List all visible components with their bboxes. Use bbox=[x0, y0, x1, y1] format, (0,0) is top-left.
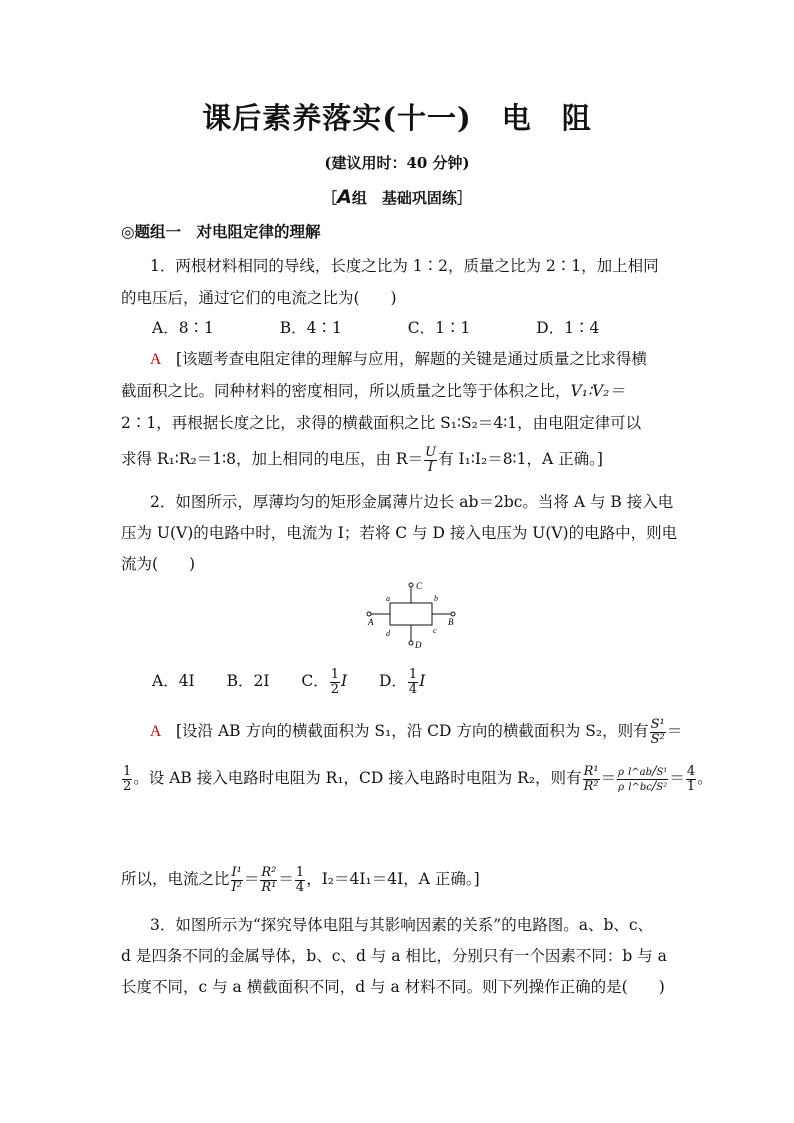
group-text: 组 基础巩固练 bbox=[351, 189, 457, 207]
q1-line1: 1．两根材料相同的导线，长度之比为 1∶2，质量之比为 2∶1，加上相同 bbox=[150, 257, 659, 275]
q2-option-d-fraction bbox=[408, 668, 418, 696]
q2-explanation-line1 bbox=[150, 718, 682, 746]
q1-frac-den: I bbox=[428, 459, 434, 475]
q2-res-den: 1 bbox=[686, 778, 696, 794]
q1-exp2-text: 截面积之比。同种材料的密度相同，所以质量之比等于体积之比， bbox=[121, 382, 571, 400]
q2-exp3b: ，I₂＝4I₁＝4I，A 正确。] bbox=[306, 870, 480, 889]
q1-answer: A bbox=[150, 351, 162, 368]
l-ab: l^ab bbox=[628, 767, 653, 778]
q2-options bbox=[152, 668, 425, 696]
q2-d-num: 1 bbox=[408, 667, 418, 682]
q3-line3: 长度不同，c 与 a 横截面积不同，d 与 a 材料不同。则下列操作正确的是( ) bbox=[121, 978, 665, 996]
q2-i-den: I² bbox=[231, 879, 242, 895]
q2-rho-bottom: ρ l^bc/S² bbox=[618, 778, 668, 794]
q2-line3: 流为( ) bbox=[121, 555, 196, 573]
rho-2: ρ bbox=[618, 781, 625, 793]
terminal-A bbox=[367, 612, 371, 616]
group-label: ［A组 基础巩固练］ bbox=[322, 186, 472, 208]
l-bc: l^bc bbox=[628, 781, 652, 793]
q2-half-den: 2 bbox=[123, 778, 132, 794]
q1-option-b: B．4∶1 bbox=[279, 319, 342, 337]
q2-rinv-den: R¹ bbox=[261, 879, 277, 895]
q2-exp1-eq: ＝ bbox=[666, 722, 683, 741]
q1-fraction-u-over-i bbox=[424, 446, 437, 474]
label-b: b bbox=[434, 594, 438, 603]
q1-line2: 的电压后，通过它们的电流之比为( ) bbox=[121, 289, 397, 307]
s-2: S² bbox=[656, 781, 668, 793]
q1-exp4a: 求得 R₁∶R₂＝1∶8，加上相同的电压，由 R＝ bbox=[121, 450, 424, 469]
q1-options bbox=[152, 316, 599, 338]
s-1: S¹ bbox=[656, 767, 668, 778]
q2-exp1-text: [设沿 AB 方向的横截面积为 S₁，沿 CD 方向的横截面积为 S₂，则有 bbox=[175, 722, 649, 741]
terminal-C bbox=[409, 583, 413, 587]
q2-quarter bbox=[295, 866, 305, 894]
q1-explanation-line1 bbox=[150, 347, 647, 369]
q2-i-num: I¹ bbox=[231, 865, 242, 880]
q2-option-d: D． bbox=[378, 672, 407, 691]
q1-exp1-text: [该题考查电阻定律的理解与应用，解题的关键是通过质量之比求得横 bbox=[175, 350, 648, 368]
q2-option-b: B．2I bbox=[226, 672, 270, 691]
q2-res-num: 4 bbox=[686, 764, 696, 779]
q2-option-c: C． bbox=[301, 672, 329, 691]
q1-option-d: D．1∶4 bbox=[536, 319, 600, 337]
q2-line1: 2．如图所示，厚薄均匀的矩形金属薄片边长 ab＝2bc。当将 A 与 B 接入电 bbox=[150, 493, 674, 511]
q2-r-den: R² bbox=[583, 778, 599, 794]
q1-frac-num: U bbox=[425, 445, 437, 460]
q2-c-den: 2 bbox=[330, 681, 339, 697]
q2-s-den: S² bbox=[650, 731, 665, 747]
q2-rho-top: ρ l^ab/S¹ bbox=[618, 764, 668, 779]
q2-line2: 压为 U(V)的电路中时，电流为 I；若将 C 与 D 接入电压为 U(V)的电路中，则电 bbox=[121, 524, 678, 542]
q1-explanation-line2 bbox=[121, 379, 625, 401]
q1-explanation-line3: 2∶1，再根据长度之比，求得的横截面积之比 S₁∶S₂＝4∶1，由电阻定律可以 bbox=[121, 414, 642, 432]
q3-line1: 3．如图所示为“探究导体电阻与其影响因素的关系”的电路图。a、b、c、 bbox=[150, 916, 654, 934]
q2-r-inverse-ratio bbox=[260, 866, 277, 894]
terminal-B bbox=[451, 612, 455, 616]
q2-r-ratio-fraction bbox=[583, 765, 600, 793]
q2-c-num: 1 bbox=[330, 667, 339, 682]
q2-option-c-fraction bbox=[330, 668, 340, 696]
q1-option-a: A．8∶1 bbox=[152, 319, 214, 337]
label-a: a bbox=[386, 594, 390, 603]
q2-half-num: 1 bbox=[123, 764, 132, 779]
label-c: c bbox=[433, 626, 437, 635]
q2-exp2-text: 。设 AB 接入电路时电阻为 R₁，CD 接入电路时电阻为 R₂，则有 bbox=[133, 769, 582, 788]
q1-option-c: C．1∶1 bbox=[407, 319, 471, 337]
group-letter: A bbox=[337, 186, 352, 208]
q2-answer: A bbox=[150, 723, 162, 741]
section-heading: ◎题组一 对电阻定律的理解 bbox=[121, 222, 321, 241]
q2-i-ratio bbox=[231, 866, 243, 894]
q3-line2: d 是四条不同的金属导体，b、c、d 与 a 相比，分别只有一个因素不同：b 与 a bbox=[121, 947, 667, 965]
sheet-rectangle bbox=[390, 603, 432, 625]
q2-r-num: R¹ bbox=[583, 764, 599, 779]
q2-exp3a: 所以，电流之比 bbox=[121, 870, 230, 889]
label-A: A bbox=[368, 617, 374, 627]
q2-result-fraction bbox=[686, 765, 696, 793]
q2-d-tail: I bbox=[419, 672, 426, 691]
q2-explanation-line3: 所以，电流之比 $\frac{\text{I¹}}{\text{I²}}$ ＝ $\frac{\text{R²}}{\text{R¹}}$ ＝ $\frac{1}{4}$ ，I₂＝4I₁＝4I，A 正确。] bbox=[121, 865, 480, 895]
q1-explanation-line4 bbox=[121, 446, 603, 474]
q2-rinv-num: R² bbox=[261, 865, 277, 880]
q2-explanation-line2: $\frac{1}{2}$ 。设 AB 接入电路时电阻为 R₁，CD 接入电路时电阻为 R₂，则有 $\frac{\text{R¹}}{\text{R²}}$ ＝ $\frac{\text{ρ l\textasciicircum{}ab/S¹}}{\text{ρ l\textasciicircum{}bc/S²}}$ ＝ $\frac{4}{1}$ 。 bbox=[123, 764, 713, 794]
q2-half-fraction bbox=[122, 765, 132, 793]
q1-exp4b: 有 I₁∶I₂＝8∶1，A 正确。] bbox=[438, 450, 603, 469]
label-d: d bbox=[386, 629, 390, 638]
q2-quarter-den: 4 bbox=[295, 879, 305, 895]
page-title: 课后素养落实(十一) 电 阻 bbox=[202, 101, 592, 135]
q1-exp2-math: V₁∶V₂＝ bbox=[570, 382, 625, 400]
q2-option-a: A．4I bbox=[152, 672, 195, 691]
q2-s-ratio-fraction bbox=[650, 718, 666, 746]
metal-sheet-figure bbox=[360, 575, 470, 655]
q2-d-den: 4 bbox=[408, 681, 418, 697]
rho-1: ρ bbox=[618, 767, 624, 778]
q2-c-tail: I bbox=[340, 672, 348, 691]
label-B: B bbox=[448, 617, 454, 627]
terminal-D bbox=[409, 641, 413, 645]
suggested-time: (建议用时：40 分钟) bbox=[324, 154, 470, 172]
q2-s-num: S¹ bbox=[650, 717, 665, 732]
label-D: D bbox=[415, 640, 422, 650]
q2-quarter-num: 1 bbox=[295, 865, 305, 880]
q2-rho-compound-fraction bbox=[617, 765, 668, 793]
label-C: C bbox=[416, 581, 423, 591]
